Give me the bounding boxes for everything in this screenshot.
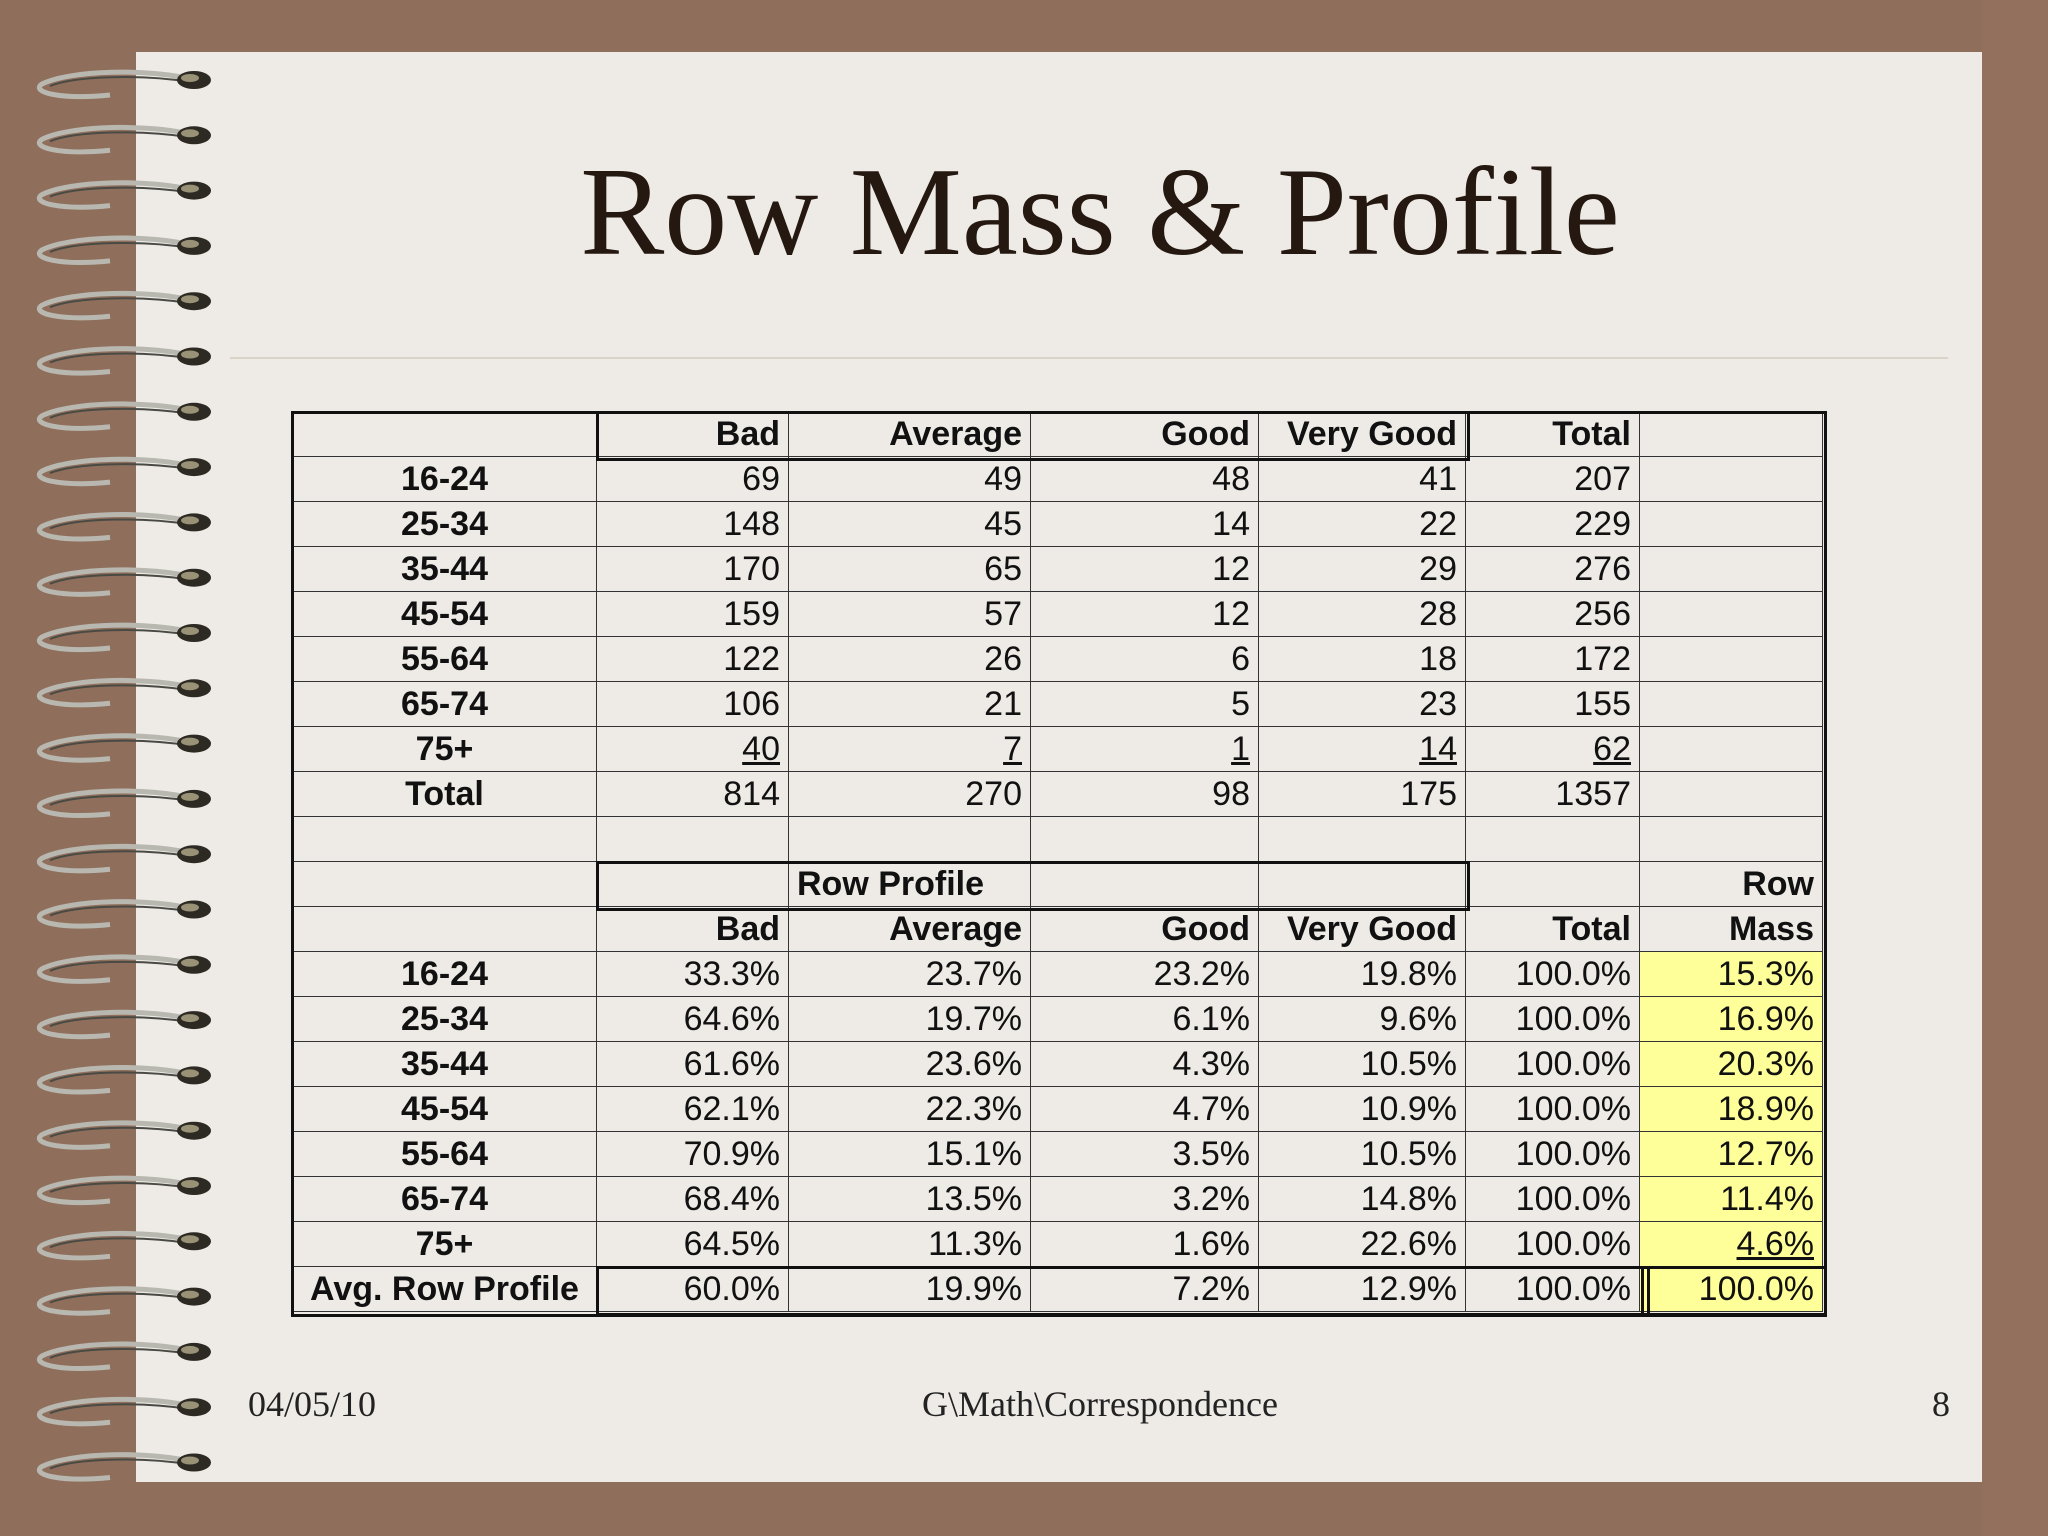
row-mass-cell: 16.9% — [1640, 997, 1823, 1042]
row-label: 75+ — [293, 1222, 597, 1267]
footer-page-number: 8 — [1932, 1384, 1950, 1424]
profile-cell: 64.5% — [597, 1222, 789, 1267]
empty-cell — [1640, 637, 1823, 682]
count-cell: 256 — [1466, 592, 1640, 637]
profile-cell: 15.1% — [789, 1132, 1031, 1177]
count-cell: 122 — [597, 637, 789, 682]
count-cell: 49 — [789, 457, 1031, 502]
count-cell: 57 — [789, 592, 1031, 637]
row-mass-cell: 12.7% — [1640, 1132, 1823, 1177]
empty-cell — [1259, 817, 1466, 862]
row-label: 55-64 — [293, 1132, 597, 1177]
count-cell: 18 — [1259, 637, 1466, 682]
row-mass-header: Row — [1640, 862, 1823, 907]
column-header: Very Good — [1259, 907, 1466, 952]
count-cell: 159 — [597, 592, 789, 637]
row-mass-cell: 15.3% — [1640, 952, 1823, 997]
count-cell: 48 — [1031, 457, 1259, 502]
column-header: Bad — [597, 907, 789, 952]
profile-cell: 100.0% — [1466, 1177, 1640, 1222]
profile-cell: 6.1% — [1031, 997, 1259, 1042]
count-cell: 7 — [789, 727, 1031, 772]
spacer-row — [293, 817, 1823, 862]
count-cell: 28 — [1259, 592, 1466, 637]
empty-cell — [597, 862, 789, 907]
row-mass-cell: 100.0% — [1640, 1267, 1823, 1312]
profile-cell: 14.8% — [1259, 1177, 1466, 1222]
table-row — [293, 502, 1823, 547]
row-label: 16-24 — [293, 952, 597, 997]
profile-cell: 19.8% — [1259, 952, 1466, 997]
row-label: 45-54 — [293, 1087, 597, 1132]
profile-cell: 1.6% — [1031, 1222, 1259, 1267]
column-header: Average — [789, 412, 1031, 457]
total-cell: 270 — [789, 772, 1031, 817]
count-cell: 14 — [1031, 502, 1259, 547]
title-divider — [230, 357, 1948, 359]
count-cell: 6 — [1031, 637, 1259, 682]
average-cell: 7.2% — [1031, 1267, 1259, 1312]
average-profile-row — [293, 1267, 1823, 1312]
row-mass-cell: 11.4% — [1640, 1177, 1823, 1222]
table-body — [293, 412, 1823, 1312]
profile-cell: 4.3% — [1031, 1042, 1259, 1087]
row-profile-title: Row Profile — [789, 862, 1031, 907]
profile-cell: 9.6% — [1259, 997, 1466, 1042]
profile-cell: 4.7% — [1031, 1087, 1259, 1132]
total-cell: 98 — [1031, 772, 1259, 817]
row-mass-cell: 18.9% — [1640, 1087, 1823, 1132]
count-cell: 21 — [789, 682, 1031, 727]
row-label: Total — [293, 772, 597, 817]
table-row — [293, 637, 1823, 682]
corner-cell — [293, 412, 597, 457]
profile-cell: 13.5% — [789, 1177, 1031, 1222]
profile-cell: 62.1% — [597, 1087, 789, 1132]
row-label: 35-44 — [293, 547, 597, 592]
count-cell: 276 — [1466, 547, 1640, 592]
footer-path: G\Math\Correspondence — [922, 1384, 1278, 1424]
profile-cell: 33.3% — [597, 952, 789, 997]
empty-cell — [1466, 817, 1640, 862]
profile-cell: 100.0% — [1466, 952, 1640, 997]
empty-cell — [1466, 862, 1640, 907]
total-cell: 1357 — [1466, 772, 1640, 817]
count-cell: 1 — [1031, 727, 1259, 772]
profile-cell: 100.0% — [1466, 1132, 1640, 1177]
count-cell: 23 — [1259, 682, 1466, 727]
average-cell: 19.9% — [789, 1267, 1031, 1312]
total-cell: 175 — [1259, 772, 1466, 817]
count-cell: 41 — [1259, 457, 1466, 502]
table-row — [293, 457, 1823, 502]
count-cell: 62 — [1466, 727, 1640, 772]
count-cell: 106 — [597, 682, 789, 727]
profile-cell: 100.0% — [1466, 1087, 1640, 1132]
empty-cell — [293, 862, 597, 907]
row-label: 45-54 — [293, 592, 597, 637]
empty-cell — [293, 817, 597, 862]
column-header: Total — [1466, 412, 1640, 457]
empty-cell — [1031, 817, 1259, 862]
profile-cell: 100.0% — [1466, 997, 1640, 1042]
table-row — [293, 1222, 1823, 1267]
count-cell: 69 — [597, 457, 789, 502]
row-label: 65-74 — [293, 682, 597, 727]
row-label: 16-24 — [293, 457, 597, 502]
table-header-row — [293, 412, 1823, 457]
count-cell: 22 — [1259, 502, 1466, 547]
table-row — [293, 682, 1823, 727]
count-cell: 14 — [1259, 727, 1466, 772]
profile-cell: 23.6% — [789, 1042, 1031, 1087]
count-cell: 170 — [597, 547, 789, 592]
column-header: Very Good — [1259, 412, 1466, 457]
profile-cell: 64.6% — [597, 997, 789, 1042]
row-label: 25-34 — [293, 997, 597, 1042]
row-mass-cell: 20.3% — [1640, 1042, 1823, 1087]
empty-cell — [1640, 592, 1823, 637]
profile-cell: 10.5% — [1259, 1042, 1466, 1087]
profile-cell: 22.6% — [1259, 1222, 1466, 1267]
count-cell: 45 — [789, 502, 1031, 547]
table-row — [293, 1132, 1823, 1177]
count-cell: 155 — [1466, 682, 1640, 727]
total-cell: 814 — [597, 772, 789, 817]
empty-cell — [1640, 817, 1823, 862]
table-row — [293, 952, 1823, 997]
column-header: Good — [1031, 412, 1259, 457]
empty-cell — [789, 817, 1031, 862]
profile-cell: 70.9% — [597, 1132, 789, 1177]
table-row — [293, 547, 1823, 592]
table-row — [293, 727, 1823, 772]
table-row — [293, 1177, 1823, 1222]
empty-cell — [1259, 862, 1466, 907]
corner-cell — [293, 907, 597, 952]
row-label: Avg. Row Profile — [293, 1267, 597, 1312]
empty-cell — [1640, 412, 1823, 457]
table-row — [293, 997, 1823, 1042]
column-header: Bad — [597, 412, 789, 457]
profile-cell: 22.3% — [789, 1087, 1031, 1132]
count-cell: 172 — [1466, 637, 1640, 682]
empty-cell — [1640, 727, 1823, 772]
empty-cell — [1640, 502, 1823, 547]
footer-date: 04/05/10 — [248, 1384, 377, 1424]
row-mass-header: Mass — [1640, 907, 1823, 952]
row-label: 25-34 — [293, 502, 597, 547]
count-cell: 29 — [1259, 547, 1466, 592]
empty-cell — [1640, 457, 1823, 502]
table-row — [293, 1087, 1823, 1132]
count-cell: 12 — [1031, 592, 1259, 637]
empty-cell — [1640, 772, 1823, 817]
count-cell: 40 — [597, 727, 789, 772]
table-total-row — [293, 772, 1823, 817]
profile-cell: 19.7% — [789, 997, 1031, 1042]
count-cell: 207 — [1466, 457, 1640, 502]
row-label: 75+ — [293, 727, 597, 772]
profile-cell: 11.3% — [789, 1222, 1031, 1267]
row-label: 35-44 — [293, 1042, 597, 1087]
slide-title: Row Mass & Profile — [580, 143, 1620, 282]
profile-cell: 3.2% — [1031, 1177, 1259, 1222]
average-cell: 60.0% — [597, 1267, 789, 1312]
empty-cell — [1640, 682, 1823, 727]
table-row — [293, 1042, 1823, 1087]
profile-cell: 100.0% — [1466, 1042, 1640, 1087]
profile-cell: 100.0% — [1466, 1222, 1640, 1267]
row-profile-title-row — [293, 862, 1823, 907]
average-cell: 100.0% — [1466, 1267, 1640, 1312]
profile-cell: 10.5% — [1259, 1132, 1466, 1177]
profile-cell: 10.9% — [1259, 1087, 1466, 1132]
count-cell: 148 — [597, 502, 789, 547]
column-header: Average — [789, 907, 1031, 952]
table-row — [293, 592, 1823, 637]
profile-cell: 23.2% — [1031, 952, 1259, 997]
count-cell: 12 — [1031, 547, 1259, 592]
profile-cell: 61.6% — [597, 1042, 789, 1087]
row-label: 65-74 — [293, 1177, 597, 1222]
count-cell: 65 — [789, 547, 1031, 592]
table-header-row — [293, 907, 1823, 952]
profile-cell: 68.4% — [597, 1177, 789, 1222]
empty-cell — [1640, 547, 1823, 592]
count-cell: 26 — [789, 637, 1031, 682]
count-cell: 229 — [1466, 502, 1640, 547]
average-cell: 12.9% — [1259, 1267, 1466, 1312]
empty-cell — [597, 817, 789, 862]
contingency-table — [292, 411, 1823, 1312]
column-header: Total — [1466, 907, 1640, 952]
profile-cell: 23.7% — [789, 952, 1031, 997]
column-header: Good — [1031, 907, 1259, 952]
row-label: 55-64 — [293, 637, 597, 682]
count-cell: 5 — [1031, 682, 1259, 727]
empty-cell — [1031, 862, 1259, 907]
profile-cell: 3.5% — [1031, 1132, 1259, 1177]
row-mass-cell: 4.6% — [1640, 1222, 1823, 1267]
